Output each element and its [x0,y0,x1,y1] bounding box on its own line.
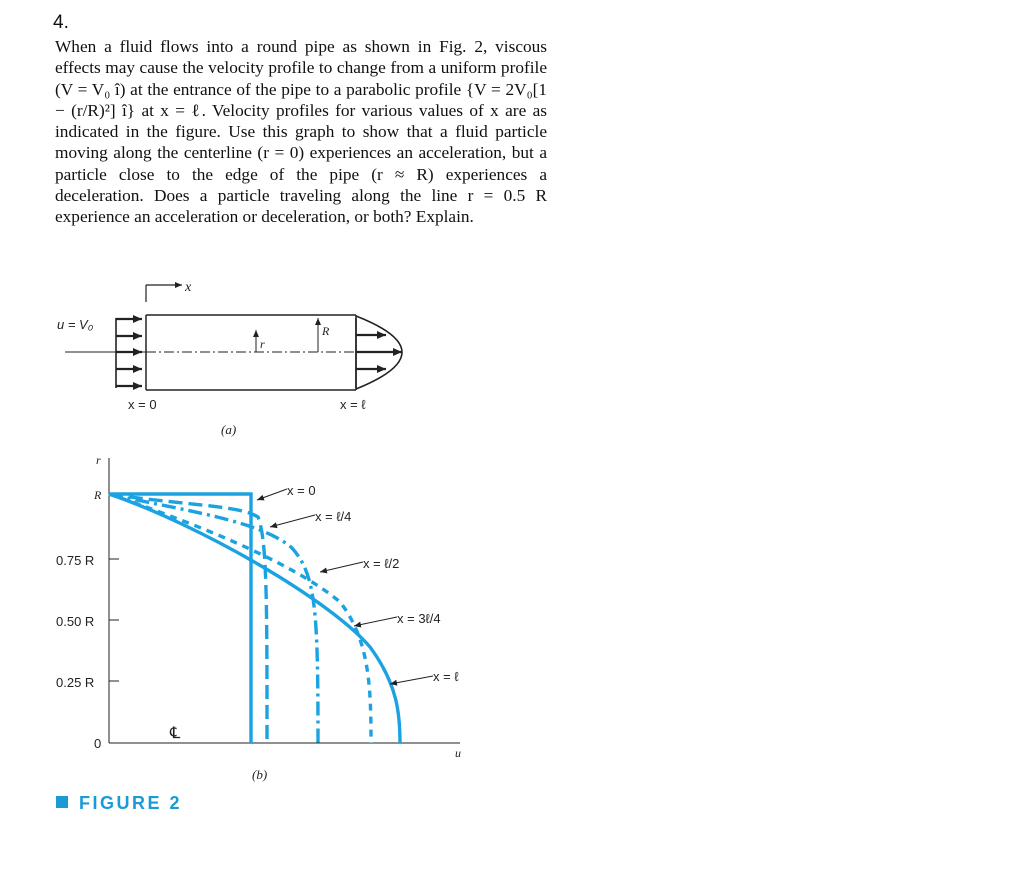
tick-label-025R: 0.25 R [56,675,95,690]
sublabel-a: (a) [221,422,237,437]
r-label: r [260,337,265,351]
velocity-profile-plot [56,453,461,782]
profile-x-l4 [109,494,267,743]
uniform-profile-arrows [116,318,142,388]
x0-label: x = 0 [128,397,157,412]
r-axis-label: r [96,453,101,467]
tick-label-075R: 0.75 R [56,553,95,568]
sublabel-b: (b) [252,767,268,782]
x-axis-label: x [185,280,192,295]
figure-caption: FIGURE 2 [79,793,183,813]
profile-x-3l4 [109,494,371,743]
tick-label-0: 0 [94,736,102,751]
profile-x0 [109,494,251,743]
profile-xl [109,494,400,743]
label-x-l2: x = ℓ/2 [363,556,400,571]
R-label: R [322,324,330,338]
pipe-schematic [57,280,402,437]
label-x-l4: x = ℓ/4 [315,509,352,524]
label-x0: x = 0 [287,483,316,498]
question-number: 4. [53,12,69,33]
xl-label: x = ℓ [340,397,366,412]
tick-label-R: R [94,488,102,502]
caption-square-icon [56,796,68,808]
tick-label-050R: 0.50 R [56,614,95,629]
problem-statement: When a fluid flows into a round pipe as shown in Fig. 2, viscous effects may cause the velocity profile to change from a uniform profile (V = V₀ î) at the entrance of the pipe to a parabolic profile {V = 2V₀[1 − (r/R)²] î} at x = ℓ. Velocity profiles for various values of x are as indicated in the figure. Use this graph to show that a fluid particle moving along the centerline (r = 0) experiences an acceleration, but a particle close to the edge of the pipe (r ≈ R) experiences a deceleration. Does a particle traveling along the line r = 0.5 R experience an acceleration or deceleration, or both? Explain. [55,37,547,227]
label-xl: x = ℓ [433,669,459,684]
label-x-3l4: x = 3ℓ/4 [397,611,441,626]
centerline-symbol: ℄ [170,725,181,742]
u-axis-label: u [455,746,461,760]
parabolic-profile-arrows [356,316,402,389]
inlet-velocity-label: u = V₀ [57,317,94,332]
